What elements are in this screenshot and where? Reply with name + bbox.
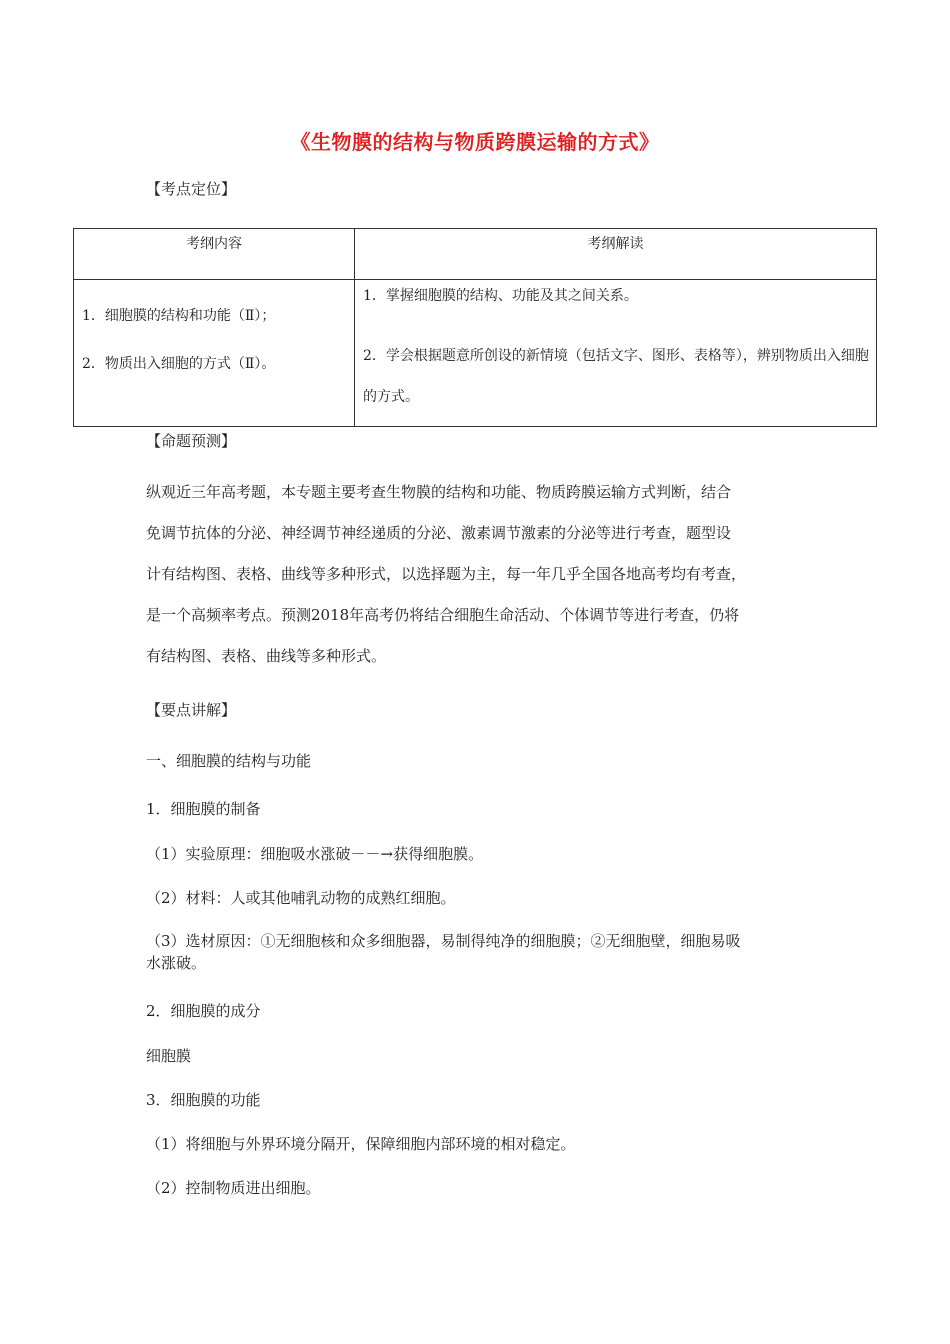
interpretation-item: 1．掌握细胞膜的结构、功能及其之间关系。 (363, 288, 638, 304)
content-cell (74, 280, 355, 427)
item-function-separate: （1）将细胞与外界环境分隔开，保障细胞内部环境的相对稳定。 (146, 1135, 576, 1153)
interpretation-cell (355, 280, 877, 427)
header-text: 考纲内容 (186, 236, 242, 252)
table-header-row (74, 229, 877, 280)
prediction-paragraph (146, 472, 814, 677)
section-prediction-label: 【命题预测】 (146, 432, 237, 450)
paragraph-line: 有结构图、表格、曲线等多种形式。 (146, 647, 387, 665)
table-header-content (74, 229, 355, 280)
paragraph-line: 纵观近三年高考题，本专题主要考查生物膜的结构和功能、物质跨膜运输方式判断，结合 (146, 483, 732, 501)
subheading-function: 3．细胞膜的功能 (146, 1091, 261, 1109)
section-key-points-label: 【要点讲解】 (146, 701, 237, 719)
table-header-interpretation (355, 229, 877, 280)
paragraph-line: 水涨破。 (146, 954, 207, 972)
item-principle: （1）实验原理：细胞吸水涨破－－→获得细胞膜。 (146, 845, 484, 863)
paragraph-line: 免调节抗体的分泌、神经调节神经递质的分泌、激素调节激素的分泌等进行考查，题型设 (146, 524, 732, 542)
content-item: 1．细胞膜的结构和功能（Ⅱ）； (82, 308, 276, 324)
paragraph-line: 计有结构图、表格、曲线等多种形式，以选择题为主，每一年几乎全国各地高考均有考查， (146, 565, 747, 583)
content-item: 2．物质出入细胞的方式（Ⅱ）。 (82, 356, 276, 372)
subheading-composition: 2．细胞膜的成分 (146, 1002, 261, 1020)
item-reason (146, 930, 814, 974)
document-title: 《生物膜的结构与物质跨膜运输的方式》 (290, 130, 660, 154)
paragraph-line: 是一个高频率考点。预测2018年高考仍将结合细胞生命活动、个体调节等进行考查，仍将 (146, 606, 740, 624)
item-function-control: （2）控制物质进出细胞。 (146, 1179, 321, 1197)
section-location-label: 【考点定位】 (146, 180, 237, 198)
interpretation-item: 2．学会根据题意所创设的新情境（包括文字、图形、表格等），辨别物质出入细胞的方式。 (363, 348, 869, 405)
composition-text: 细胞膜 (146, 1047, 192, 1065)
paragraph-line: （3）选材原因：①无细胞核和众多细胞器，易制得纯净的细胞膜；②无细胞壁，细胞易吸 (146, 932, 741, 950)
outline-table (73, 228, 877, 427)
item-material: （2）材料：人或其他哺乳动物的成熟红细胞。 (146, 889, 456, 907)
heading-cell-membrane: 一、细胞膜的结构与功能 (146, 752, 312, 770)
subheading-preparation: 1．细胞膜的制备 (146, 800, 261, 818)
header-text: 考纲解读 (587, 236, 644, 252)
table-row (74, 280, 877, 427)
